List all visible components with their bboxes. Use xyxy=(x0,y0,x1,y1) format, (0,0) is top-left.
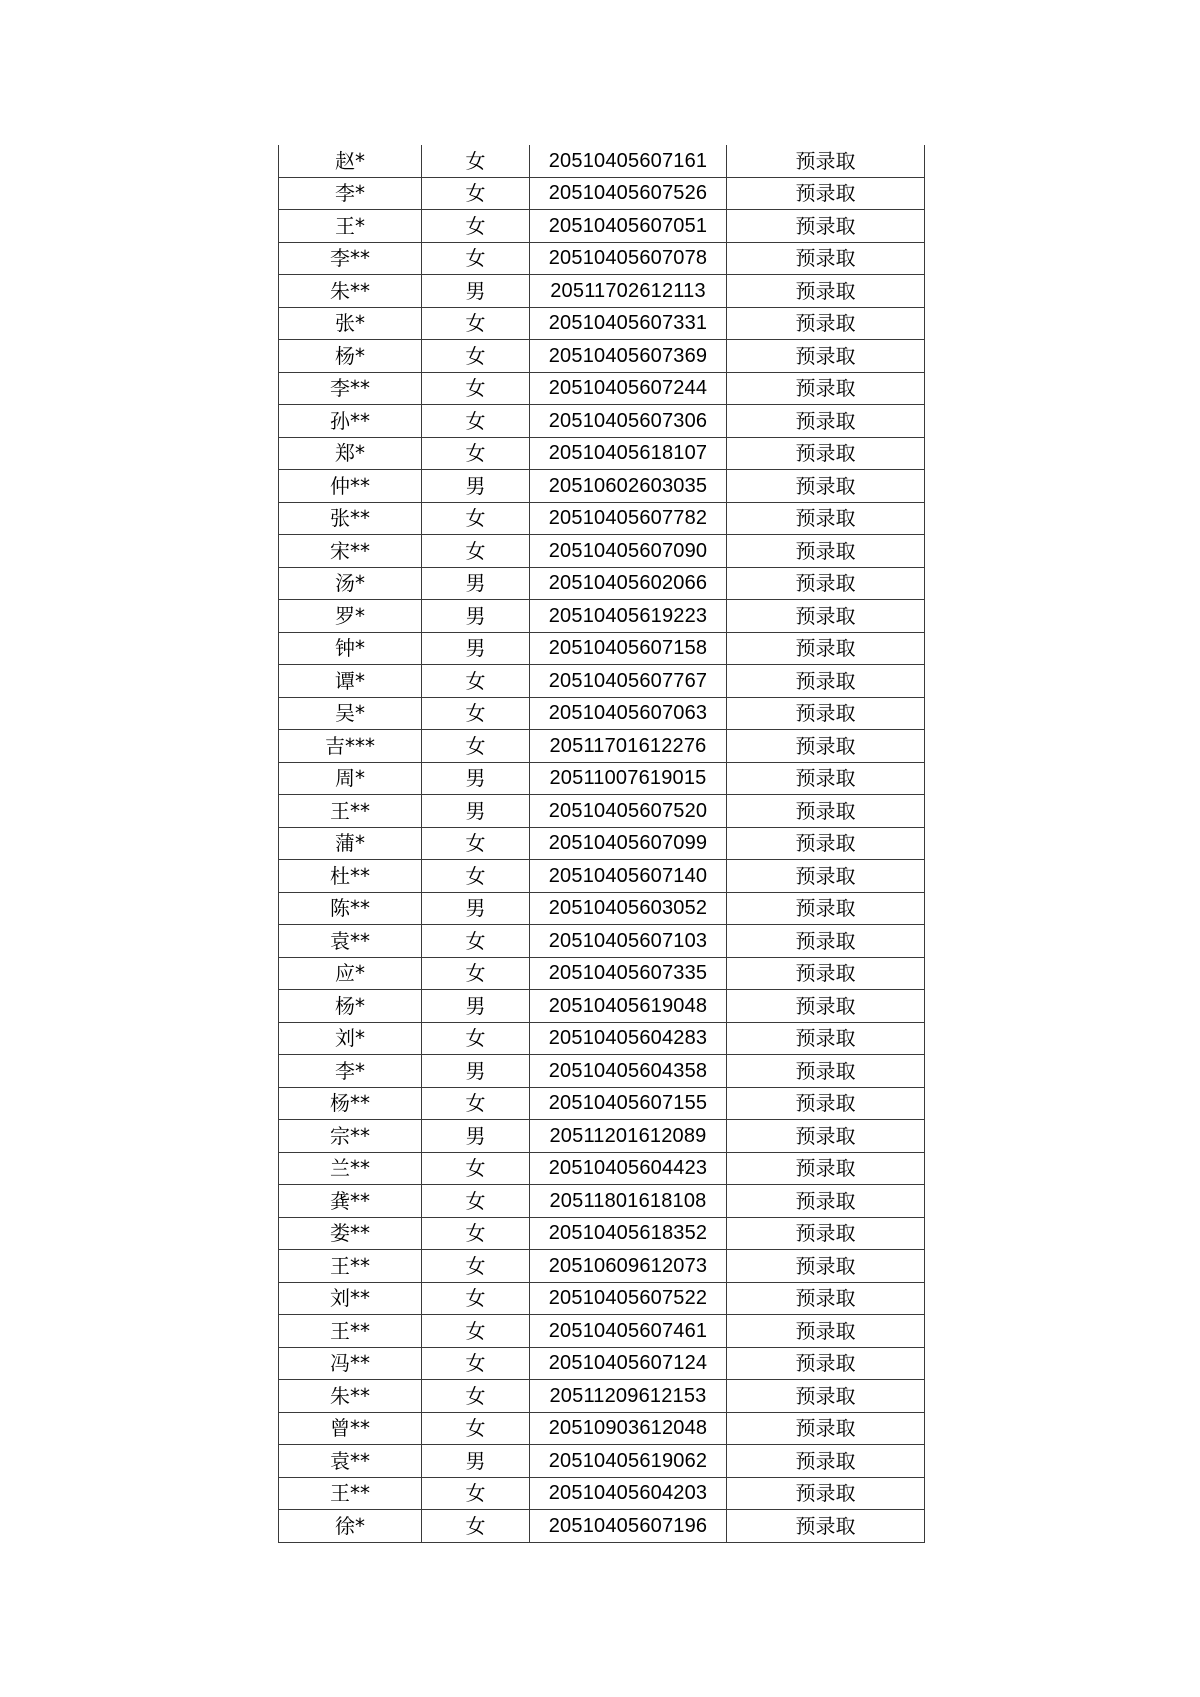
admission-status-cell: 预录取 xyxy=(727,827,925,860)
exam-number-cell: 20510405607767 xyxy=(530,665,727,698)
admission-status-cell: 预录取 xyxy=(727,730,925,763)
table-row xyxy=(279,1055,925,1088)
gender-cell: 男 xyxy=(422,762,530,795)
student-name-cell: 李** xyxy=(279,372,422,405)
student-name-cell: 杜** xyxy=(279,860,422,893)
gender-cell: 女 xyxy=(422,1380,530,1413)
admission-status-cell: 预录取 xyxy=(727,632,925,665)
table-row xyxy=(279,1152,925,1185)
exam-number-cell: 20510405618107 xyxy=(530,437,727,470)
gender-cell: 女 xyxy=(422,1152,530,1185)
gender-cell: 女 xyxy=(422,145,530,177)
gender-cell: 女 xyxy=(422,1477,530,1510)
table-row xyxy=(279,535,925,568)
admission-status-cell: 预录取 xyxy=(727,1380,925,1413)
student-name-cell: 张** xyxy=(279,502,422,535)
exam-number-cell: 20510405607063 xyxy=(530,697,727,730)
exam-number-cell: 20510405607369 xyxy=(530,340,727,373)
student-name-cell: 李** xyxy=(279,242,422,275)
gender-cell: 女 xyxy=(422,1412,530,1445)
student-name-cell: 吴* xyxy=(279,697,422,730)
table-row xyxy=(279,1087,925,1120)
gender-cell: 女 xyxy=(422,925,530,958)
student-name-cell: 朱** xyxy=(279,275,422,308)
table-row xyxy=(279,1380,925,1413)
exam-number-cell: 20510405607158 xyxy=(530,632,727,665)
exam-number-cell: 20510609612073 xyxy=(530,1250,727,1283)
exam-number-cell: 20510405607331 xyxy=(530,307,727,340)
exam-number-cell: 20511702612113 xyxy=(530,275,727,308)
table-row xyxy=(279,1477,925,1510)
gender-cell: 女 xyxy=(422,307,530,340)
table-row xyxy=(279,892,925,925)
student-name-cell: 张* xyxy=(279,307,422,340)
admission-status-cell: 预录取 xyxy=(727,762,925,795)
student-name-cell: 宗** xyxy=(279,1120,422,1153)
student-name-cell: 王** xyxy=(279,1315,422,1348)
exam-number-cell: 20510602603035 xyxy=(530,470,727,503)
admission-status-cell: 预录取 xyxy=(727,275,925,308)
gender-cell: 女 xyxy=(422,242,530,275)
student-name-cell: 曾** xyxy=(279,1412,422,1445)
admission-status-cell: 预录取 xyxy=(727,1120,925,1153)
table-row xyxy=(279,372,925,405)
student-name-cell: 王** xyxy=(279,795,422,828)
exam-number-cell: 20510405604423 xyxy=(530,1152,727,1185)
table-row xyxy=(279,1282,925,1315)
student-name-cell: 郑* xyxy=(279,437,422,470)
admission-status-cell: 预录取 xyxy=(727,860,925,893)
table-row xyxy=(279,242,925,275)
gender-cell: 男 xyxy=(422,275,530,308)
admission-status-cell: 预录取 xyxy=(727,242,925,275)
table-row xyxy=(279,470,925,503)
gender-cell: 女 xyxy=(422,437,530,470)
exam-number-cell: 20510405619048 xyxy=(530,990,727,1023)
admission-status-cell: 预录取 xyxy=(727,925,925,958)
table-row xyxy=(279,827,925,860)
admission-status-cell: 预录取 xyxy=(727,1087,925,1120)
admission-status-cell: 预录取 xyxy=(727,1510,925,1543)
table-row xyxy=(279,600,925,633)
admission-status-cell: 预录取 xyxy=(727,502,925,535)
gender-cell: 女 xyxy=(422,1347,530,1380)
admission-status-cell: 预录取 xyxy=(727,567,925,600)
admission-status-cell: 预录取 xyxy=(727,697,925,730)
exam-number-cell: 20510405607522 xyxy=(530,1282,727,1315)
exam-number-cell: 20510405607051 xyxy=(530,210,727,243)
admission-status-cell: 预录取 xyxy=(727,177,925,210)
gender-cell: 女 xyxy=(422,665,530,698)
gender-cell: 女 xyxy=(422,1087,530,1120)
admission-status-cell: 预录取 xyxy=(727,1445,925,1478)
exam-number-cell: 20510405607526 xyxy=(530,177,727,210)
table-row xyxy=(279,957,925,990)
admission-status-cell: 预录取 xyxy=(727,145,925,177)
gender-cell: 女 xyxy=(422,730,530,763)
table-row xyxy=(279,1315,925,1348)
table-row xyxy=(279,1250,925,1283)
admission-status-cell: 预录取 xyxy=(727,1185,925,1218)
admission-status-cell: 预录取 xyxy=(727,210,925,243)
gender-cell: 女 xyxy=(422,1217,530,1250)
admission-status-cell: 预录取 xyxy=(727,892,925,925)
table-row xyxy=(279,762,925,795)
table-row xyxy=(279,567,925,600)
gender-cell: 女 xyxy=(422,535,530,568)
student-name-cell: 袁** xyxy=(279,925,422,958)
admission-status-cell: 预录取 xyxy=(727,372,925,405)
table-row xyxy=(279,1412,925,1445)
exam-number-cell: 20510405619062 xyxy=(530,1445,727,1478)
admission-status-cell: 预录取 xyxy=(727,665,925,698)
student-name-cell: 朱** xyxy=(279,1380,422,1413)
table-row xyxy=(279,437,925,470)
table-row xyxy=(279,340,925,373)
exam-number-cell: 20510405603052 xyxy=(530,892,727,925)
student-name-cell: 刘* xyxy=(279,1022,422,1055)
table-row xyxy=(279,145,925,177)
gender-cell: 男 xyxy=(422,567,530,600)
student-name-cell: 钟* xyxy=(279,632,422,665)
student-name-cell: 蒲* xyxy=(279,827,422,860)
exam-number-cell: 20510405607782 xyxy=(530,502,727,535)
gender-cell: 女 xyxy=(422,340,530,373)
exam-number-cell: 20510405607099 xyxy=(530,827,727,860)
gender-cell: 男 xyxy=(422,1055,530,1088)
student-name-cell: 徐* xyxy=(279,1510,422,1543)
exam-number-cell: 20511209612153 xyxy=(530,1380,727,1413)
admission-table xyxy=(278,145,925,1543)
exam-number-cell: 20510405602066 xyxy=(530,567,727,600)
gender-cell: 女 xyxy=(422,1250,530,1283)
admission-status-cell: 预录取 xyxy=(727,1477,925,1510)
admission-status-cell: 预录取 xyxy=(727,340,925,373)
student-name-cell: 孙** xyxy=(279,405,422,438)
gender-cell: 女 xyxy=(422,1315,530,1348)
gender-cell: 男 xyxy=(422,892,530,925)
table-row xyxy=(279,275,925,308)
exam-number-cell: 20510903612048 xyxy=(530,1412,727,1445)
student-name-cell: 应* xyxy=(279,957,422,990)
gender-cell: 女 xyxy=(422,827,530,860)
admission-status-cell: 预录取 xyxy=(727,1152,925,1185)
student-name-cell: 龚** xyxy=(279,1185,422,1218)
gender-cell: 女 xyxy=(422,1185,530,1218)
admission-status-cell: 预录取 xyxy=(727,1282,925,1315)
table-row xyxy=(279,1120,925,1153)
exam-number-cell: 20510405604358 xyxy=(530,1055,727,1088)
gender-cell: 男 xyxy=(422,1120,530,1153)
student-name-cell: 兰** xyxy=(279,1152,422,1185)
student-name-cell: 谭* xyxy=(279,665,422,698)
admission-status-cell: 预录取 xyxy=(727,795,925,828)
table-row xyxy=(279,177,925,210)
student-name-cell: 王** xyxy=(279,1477,422,1510)
exam-number-cell: 20510405604283 xyxy=(530,1022,727,1055)
student-name-cell: 周* xyxy=(279,762,422,795)
admission-status-cell: 预录取 xyxy=(727,1347,925,1380)
student-name-cell: 娄** xyxy=(279,1217,422,1250)
table-row xyxy=(279,405,925,438)
gender-cell: 女 xyxy=(422,502,530,535)
student-name-cell: 李* xyxy=(279,177,422,210)
exam-number-cell: 20510405607124 xyxy=(530,1347,727,1380)
student-name-cell: 王** xyxy=(279,1250,422,1283)
table-row xyxy=(279,632,925,665)
exam-number-cell: 20510405607078 xyxy=(530,242,727,275)
admission-status-cell: 预录取 xyxy=(727,405,925,438)
admission-status-cell: 预录取 xyxy=(727,1250,925,1283)
student-name-cell: 罗* xyxy=(279,600,422,633)
exam-number-cell: 20510405607306 xyxy=(530,405,727,438)
exam-number-cell: 20510405607520 xyxy=(530,795,727,828)
exam-number-cell: 20510405618352 xyxy=(530,1217,727,1250)
admission-status-cell: 预录取 xyxy=(727,1217,925,1250)
exam-number-cell: 20510405619223 xyxy=(530,600,727,633)
table-row xyxy=(279,860,925,893)
admission-status-cell: 预录取 xyxy=(727,990,925,1023)
exam-number-cell: 20510405607196 xyxy=(530,1510,727,1543)
gender-cell: 女 xyxy=(422,697,530,730)
exam-number-cell: 20510405607461 xyxy=(530,1315,727,1348)
exam-number-cell: 20510405607090 xyxy=(530,535,727,568)
document-page xyxy=(278,145,924,1543)
table-row xyxy=(279,502,925,535)
exam-number-cell: 20511701612276 xyxy=(530,730,727,763)
gender-cell: 女 xyxy=(422,957,530,990)
gender-cell: 女 xyxy=(422,405,530,438)
admission-status-cell: 预录取 xyxy=(727,1022,925,1055)
gender-cell: 女 xyxy=(422,372,530,405)
admission-status-cell: 预录取 xyxy=(727,957,925,990)
gender-cell: 女 xyxy=(422,177,530,210)
table-row xyxy=(279,730,925,763)
table-row xyxy=(279,665,925,698)
gender-cell: 女 xyxy=(422,1282,530,1315)
admission-status-cell: 预录取 xyxy=(727,535,925,568)
student-name-cell: 陈** xyxy=(279,892,422,925)
admission-status-cell: 预录取 xyxy=(727,1315,925,1348)
gender-cell: 男 xyxy=(422,990,530,1023)
admission-table-body xyxy=(279,145,925,1542)
exam-number-cell: 20511201612089 xyxy=(530,1120,727,1153)
table-row xyxy=(279,990,925,1023)
table-row xyxy=(279,795,925,828)
student-name-cell: 袁** xyxy=(279,1445,422,1478)
student-name-cell: 李* xyxy=(279,1055,422,1088)
exam-number-cell: 20510405604203 xyxy=(530,1477,727,1510)
student-name-cell: 仲** xyxy=(279,470,422,503)
gender-cell: 男 xyxy=(422,1445,530,1478)
student-name-cell: 赵* xyxy=(279,145,422,177)
student-name-cell: 刘** xyxy=(279,1282,422,1315)
exam-number-cell: 20510405607140 xyxy=(530,860,727,893)
exam-number-cell: 20511801618108 xyxy=(530,1185,727,1218)
table-row xyxy=(279,925,925,958)
student-name-cell: 吉*** xyxy=(279,730,422,763)
exam-number-cell: 20510405607155 xyxy=(530,1087,727,1120)
exam-number-cell: 20510405607335 xyxy=(530,957,727,990)
table-row xyxy=(279,210,925,243)
admission-status-cell: 预录取 xyxy=(727,1055,925,1088)
admission-status-cell: 预录取 xyxy=(727,1412,925,1445)
table-row xyxy=(279,1510,925,1543)
gender-cell: 女 xyxy=(422,1510,530,1543)
table-row xyxy=(279,1022,925,1055)
student-name-cell: 汤* xyxy=(279,567,422,600)
student-name-cell: 杨* xyxy=(279,990,422,1023)
gender-cell: 女 xyxy=(422,860,530,893)
exam-number-cell: 20510405607244 xyxy=(530,372,727,405)
table-row xyxy=(279,307,925,340)
gender-cell: 男 xyxy=(422,470,530,503)
exam-number-cell: 20511007619015 xyxy=(530,762,727,795)
admission-status-cell: 预录取 xyxy=(727,470,925,503)
student-name-cell: 王* xyxy=(279,210,422,243)
exam-number-cell: 20510405607161 xyxy=(530,145,727,177)
admission-status-cell: 预录取 xyxy=(727,437,925,470)
table-row xyxy=(279,1185,925,1218)
table-row xyxy=(279,1217,925,1250)
gender-cell: 女 xyxy=(422,1022,530,1055)
admission-status-cell: 预录取 xyxy=(727,600,925,633)
gender-cell: 女 xyxy=(422,210,530,243)
admission-status-cell: 预录取 xyxy=(727,307,925,340)
student-name-cell: 宋** xyxy=(279,535,422,568)
student-name-cell: 杨** xyxy=(279,1087,422,1120)
exam-number-cell: 20510405607103 xyxy=(530,925,727,958)
table-row xyxy=(279,697,925,730)
table-row xyxy=(279,1347,925,1380)
gender-cell: 男 xyxy=(422,600,530,633)
gender-cell: 男 xyxy=(422,795,530,828)
student-name-cell: 杨* xyxy=(279,340,422,373)
table-row xyxy=(279,1445,925,1478)
gender-cell: 男 xyxy=(422,632,530,665)
student-name-cell: 冯** xyxy=(279,1347,422,1380)
